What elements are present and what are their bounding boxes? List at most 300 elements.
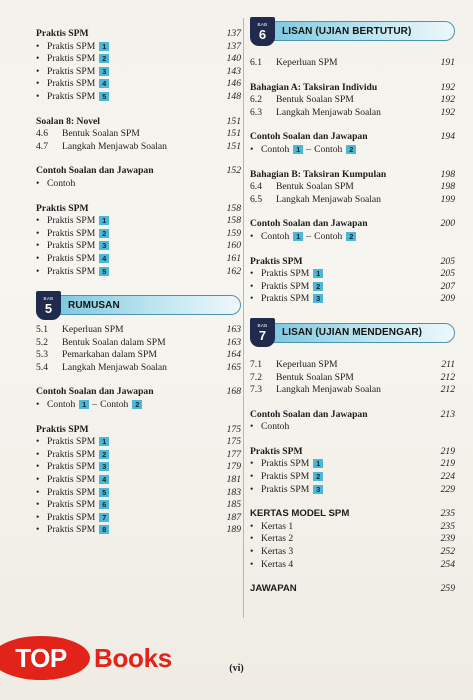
chapter-title[interactable]: LISAN (UJIAN MENDENGAR) bbox=[282, 327, 423, 339]
number-box: 5 bbox=[99, 488, 109, 497]
bullet: • bbox=[250, 520, 254, 532]
heading-page: 198 bbox=[440, 168, 455, 180]
entry-label: Praktis SPM bbox=[47, 227, 96, 239]
toc-entry[interactable] bbox=[250, 521, 455, 534]
section-number: 6.3 bbox=[250, 106, 262, 118]
heading-title: Bahagian A: Taksiran Individu bbox=[250, 81, 378, 93]
number-box: 3 bbox=[99, 241, 109, 250]
section-number: 7.1 bbox=[250, 358, 262, 370]
number-box: 3 bbox=[99, 67, 109, 76]
bullet: • bbox=[36, 524, 40, 536]
entry-label: Pemarkahan dalam SPM bbox=[62, 349, 157, 361]
toc-heading bbox=[250, 169, 455, 182]
toc-entry[interactable] bbox=[250, 231, 455, 244]
entry-label: Praktis SPM bbox=[47, 265, 96, 277]
toc-entry[interactable] bbox=[36, 53, 241, 66]
entry-label: Langkah Menjawab Soalan bbox=[62, 361, 167, 373]
toc-heading bbox=[250, 82, 455, 95]
heading-title: Contoh Soalan dan Jawapan bbox=[36, 165, 154, 177]
entry-label: Praktis SPM bbox=[47, 90, 96, 102]
entry-label: Praktis SPM bbox=[47, 474, 96, 486]
chapter-title[interactable]: LISAN (UJIAN BERTUTUR) bbox=[282, 25, 412, 37]
heading-title: Soalan 8: Novel bbox=[36, 115, 100, 127]
toc-heading bbox=[250, 256, 455, 269]
bullet: • bbox=[36, 177, 40, 189]
number-box: 6 bbox=[99, 500, 109, 509]
toc-entry[interactable] bbox=[250, 144, 455, 157]
entry-page: 209 bbox=[440, 293, 455, 305]
toc-entry[interactable] bbox=[36, 215, 241, 228]
number-box: 2 bbox=[99, 229, 109, 238]
entry-label: Kertas 3 bbox=[261, 546, 294, 558]
bullet: • bbox=[250, 421, 254, 433]
section-number: 5.4 bbox=[36, 361, 48, 373]
toc-entry[interactable] bbox=[36, 240, 241, 253]
entry-label: Contoh bbox=[314, 230, 343, 242]
toc-entry[interactable] bbox=[36, 524, 241, 537]
number-box: 4 bbox=[99, 79, 109, 88]
entry-page: 163 bbox=[226, 324, 241, 336]
entry-page: 151 bbox=[226, 140, 241, 152]
number-box: 3 bbox=[313, 294, 323, 303]
entry-label: Praktis SPM bbox=[261, 458, 310, 470]
heading-title: Contoh Soalan dan Jawapan bbox=[250, 218, 368, 230]
chapter-number: 5 bbox=[44, 300, 53, 316]
toc-heading bbox=[250, 446, 455, 459]
toc-entry[interactable] bbox=[250, 94, 455, 107]
praktis-list bbox=[250, 458, 455, 496]
entry-page: 185 bbox=[226, 499, 241, 511]
heading-page: 259 bbox=[440, 583, 455, 595]
toc-entry[interactable] bbox=[36, 499, 241, 512]
entry-page: 146 bbox=[226, 78, 241, 90]
entry-page: 235 bbox=[440, 520, 455, 532]
toc-entry[interactable] bbox=[250, 484, 455, 497]
number-box: 4 bbox=[99, 254, 109, 263]
logo-top-oval: TOP bbox=[0, 636, 90, 680]
range-dash: – bbox=[306, 230, 312, 242]
entry-page: 160 bbox=[226, 240, 241, 252]
entry-label: Praktis SPM bbox=[47, 53, 96, 65]
chapter-bar bbox=[271, 323, 455, 343]
number-box: 1 bbox=[99, 437, 109, 446]
bullet: • bbox=[250, 458, 254, 470]
bullet: • bbox=[36, 215, 40, 227]
entry-label: Bentuk Soalan SPM bbox=[276, 181, 354, 193]
entry-page: 229 bbox=[440, 483, 455, 495]
left-column bbox=[36, 28, 241, 537]
heading-title: Praktis SPM bbox=[36, 423, 89, 435]
entry-label: Praktis SPM bbox=[47, 461, 96, 473]
heading-page: 137 bbox=[226, 28, 241, 39]
number-box: 4 bbox=[99, 475, 109, 484]
bullet: • bbox=[36, 486, 40, 498]
page-number: (vi) bbox=[229, 663, 244, 674]
bullet: • bbox=[36, 240, 40, 252]
chapter-bar bbox=[57, 295, 241, 315]
chapter-banner-5 bbox=[36, 290, 241, 320]
toc-entry[interactable] bbox=[250, 281, 455, 294]
entry-page: 252 bbox=[440, 546, 455, 558]
heading-title: Praktis SPM bbox=[36, 202, 89, 214]
entry-page: 140 bbox=[226, 53, 241, 65]
number-box: 8 bbox=[99, 525, 109, 534]
entry-page: 254 bbox=[440, 558, 455, 570]
number-box: 7 bbox=[99, 513, 109, 522]
number-box: 5 bbox=[99, 267, 109, 276]
heading-title: Praktis SPM bbox=[36, 28, 89, 39]
bullet: • bbox=[250, 558, 254, 570]
right-column bbox=[250, 16, 455, 596]
bab-label: BAB bbox=[257, 323, 268, 329]
toc-heading bbox=[36, 386, 241, 399]
bullet: • bbox=[36, 227, 40, 239]
chapter-title[interactable]: RUMUSAN bbox=[68, 299, 120, 311]
toc-heading bbox=[36, 424, 241, 437]
toc-entry[interactable] bbox=[36, 399, 241, 412]
bullet: • bbox=[250, 293, 254, 305]
heading-title: Praktis SPM bbox=[250, 445, 303, 457]
section-list bbox=[250, 94, 455, 119]
entry-label: Kertas 2 bbox=[261, 533, 294, 545]
entry-label: Praktis SPM bbox=[47, 486, 96, 498]
heading-title: JAWAPAN bbox=[250, 583, 297, 595]
range-dash: – bbox=[306, 143, 312, 155]
bullet: • bbox=[36, 265, 40, 277]
number-box: 2 bbox=[313, 472, 323, 481]
toc-heading bbox=[250, 131, 455, 144]
bullet: • bbox=[250, 483, 254, 495]
section-number: 6.4 bbox=[250, 181, 262, 193]
section-number: 4.7 bbox=[36, 140, 48, 152]
entry-label: Langkah Menjawab Soalan bbox=[276, 193, 381, 205]
entry-page: 183 bbox=[226, 486, 241, 498]
topbooks-logo bbox=[0, 634, 172, 682]
entry-label: Contoh bbox=[100, 399, 129, 411]
number-box: 2 bbox=[313, 282, 323, 291]
praktis-list bbox=[36, 41, 241, 104]
section-number: 5.2 bbox=[36, 336, 48, 348]
toc-entry[interactable] bbox=[250, 268, 455, 281]
entry-page: 191 bbox=[440, 57, 455, 68]
toc-entry[interactable] bbox=[250, 559, 455, 572]
entry-page: 219 bbox=[440, 458, 455, 470]
number-box: 3 bbox=[99, 462, 109, 471]
section-number: 6.1 bbox=[250, 57, 262, 68]
entry-page: 189 bbox=[226, 524, 241, 536]
entry-label: Contoh bbox=[261, 143, 290, 155]
entry-page: 207 bbox=[440, 280, 455, 292]
entry-label: Praktis SPM bbox=[47, 215, 96, 227]
entry-page: 198 bbox=[440, 181, 455, 193]
number-box: 1 bbox=[99, 216, 109, 225]
toc-heading bbox=[250, 508, 455, 521]
toc-entry[interactable] bbox=[36, 78, 241, 91]
bullet: • bbox=[36, 461, 40, 473]
heading-title: Contoh Soalan dan Jawapan bbox=[250, 131, 368, 143]
toc-entry[interactable] bbox=[250, 384, 455, 397]
entry-label: Langkah Menjawab Soalan bbox=[276, 106, 381, 118]
section-number: 7.3 bbox=[250, 384, 262, 396]
toc-heading bbox=[250, 409, 455, 422]
entry-page: 161 bbox=[226, 252, 241, 264]
toc-entry[interactable] bbox=[250, 421, 455, 434]
section-list bbox=[36, 324, 241, 374]
number-box: 1 bbox=[293, 232, 303, 241]
entry-label: Langkah Menjawab Soalan bbox=[62, 140, 167, 152]
bullet: • bbox=[36, 399, 40, 411]
section-number: 5.3 bbox=[36, 349, 48, 361]
toc-entry[interactable] bbox=[36, 266, 241, 279]
bullet: • bbox=[36, 436, 40, 448]
heading-page: 158 bbox=[226, 202, 241, 214]
heading-title: KERTAS MODEL SPM bbox=[250, 508, 350, 520]
number-box: 1 bbox=[313, 459, 323, 468]
bab-label: BAB bbox=[257, 21, 268, 27]
entry-label: Contoh bbox=[47, 399, 76, 411]
section-number: 6.5 bbox=[250, 193, 262, 205]
heading-title: Contoh Soalan dan Jawapan bbox=[36, 386, 154, 398]
entry-label: Bentuk Soalan dalam SPM bbox=[62, 336, 166, 348]
chapter-number: 6 bbox=[258, 26, 267, 42]
entry-page: 137 bbox=[226, 40, 241, 52]
heading-page: 213 bbox=[440, 408, 455, 420]
toc-entry[interactable] bbox=[36, 128, 241, 141]
bullet: • bbox=[36, 53, 40, 65]
toc-entry[interactable] bbox=[36, 436, 241, 449]
bullet: • bbox=[36, 78, 40, 90]
entry-label: Praktis SPM bbox=[47, 65, 96, 77]
toc-heading bbox=[36, 116, 241, 129]
toc-entry[interactable] bbox=[36, 461, 241, 474]
toc-entry[interactable] bbox=[36, 474, 241, 487]
entry-page: 179 bbox=[226, 461, 241, 473]
toc-entry[interactable] bbox=[36, 324, 241, 337]
section-number: 7.2 bbox=[250, 371, 262, 383]
toc-entry[interactable] bbox=[36, 487, 241, 500]
toc-entry[interactable] bbox=[36, 253, 241, 266]
number-box: 3 bbox=[313, 485, 323, 494]
entry-page: 163 bbox=[226, 336, 241, 348]
entry-page: 181 bbox=[226, 474, 241, 486]
toc-heading bbox=[36, 165, 241, 178]
bullet: • bbox=[250, 533, 254, 545]
entry-label: Contoh bbox=[314, 143, 343, 155]
entry-label: Praktis SPM bbox=[47, 448, 96, 460]
number-box: 5 bbox=[99, 92, 109, 101]
entry-label: Praktis SPM bbox=[261, 471, 310, 483]
toc-entry[interactable] bbox=[250, 181, 455, 194]
entry-label: Contoh bbox=[261, 230, 290, 242]
bullet: • bbox=[36, 65, 40, 77]
chapter-badge bbox=[250, 17, 275, 46]
entry-label: Bentuk Soalan SPM bbox=[62, 128, 140, 140]
number-box: 2 bbox=[132, 400, 142, 409]
entry-page: 164 bbox=[226, 349, 241, 361]
entry-page: 211 bbox=[441, 358, 455, 370]
chapter-badge bbox=[250, 318, 275, 347]
kertas-list bbox=[250, 521, 455, 571]
toc-entry[interactable] bbox=[36, 141, 241, 154]
entry-label: Keperluan SPM bbox=[276, 358, 338, 370]
entry-label: Bentuk Soalan SPM bbox=[276, 371, 354, 383]
heading-page: 200 bbox=[440, 218, 455, 230]
entry-label: Bentuk Soalan SPM bbox=[276, 94, 354, 106]
entry-page: 192 bbox=[440, 94, 455, 106]
heading-page: 205 bbox=[440, 255, 455, 267]
number-box: 2 bbox=[99, 54, 109, 63]
entry-page: 212 bbox=[440, 384, 455, 396]
toc-heading bbox=[36, 28, 241, 41]
entry-label: Keperluan SPM bbox=[62, 324, 124, 336]
section-list bbox=[250, 57, 455, 70]
bab-label: BAB bbox=[43, 295, 54, 301]
logo-books-text: Books bbox=[94, 642, 172, 673]
number-box: 1 bbox=[79, 400, 89, 409]
toc-entry[interactable] bbox=[36, 41, 241, 54]
section-number: 6.2 bbox=[250, 94, 262, 106]
entry-label: Praktis SPM bbox=[47, 78, 96, 90]
toc-entry[interactable] bbox=[250, 107, 455, 120]
entry-page: 148 bbox=[226, 90, 241, 102]
heading-page: 151 bbox=[226, 115, 241, 127]
chapter-bar bbox=[271, 21, 455, 41]
entry-label: Contoh bbox=[47, 177, 76, 189]
toc-entry[interactable] bbox=[36, 512, 241, 525]
toc-heading bbox=[250, 218, 455, 231]
bullet: • bbox=[36, 474, 40, 486]
number-box: 1 bbox=[99, 42, 109, 51]
toc-entry[interactable] bbox=[250, 533, 455, 546]
bullet: • bbox=[250, 471, 254, 483]
chapter-badge bbox=[36, 291, 61, 320]
toc-entry[interactable] bbox=[250, 546, 455, 559]
toc-entry[interactable] bbox=[250, 293, 455, 306]
toc-entry[interactable] bbox=[36, 349, 241, 362]
section-number: 4.6 bbox=[36, 128, 48, 140]
bullet: • bbox=[36, 499, 40, 511]
entry-page: 151 bbox=[226, 128, 241, 140]
toc-entry[interactable] bbox=[250, 372, 455, 385]
entry-page: 165 bbox=[226, 361, 241, 373]
toc-entry[interactable] bbox=[250, 471, 455, 484]
entry-label: Praktis SPM bbox=[47, 499, 96, 511]
heading-title: Contoh Soalan dan Jawapan bbox=[250, 408, 368, 420]
section-number: 5.1 bbox=[36, 324, 48, 336]
bullet: • bbox=[36, 40, 40, 52]
entry-label: Kertas 1 bbox=[261, 520, 294, 532]
column-divider bbox=[243, 18, 244, 618]
entry-label: Langkah Menjawab Soalan bbox=[276, 384, 381, 396]
entry-label: Praktis SPM bbox=[47, 252, 96, 264]
entry-label: Praktis SPM bbox=[47, 40, 96, 52]
toc-entry[interactable] bbox=[36, 66, 241, 79]
number-box: 1 bbox=[293, 145, 303, 154]
bullet: • bbox=[250, 546, 254, 558]
bullet: • bbox=[36, 448, 40, 460]
heading-page: 219 bbox=[440, 445, 455, 457]
heading-page: 192 bbox=[440, 81, 455, 93]
entry-page: 239 bbox=[440, 533, 455, 545]
bullet: • bbox=[36, 511, 40, 523]
toc-heading bbox=[36, 203, 241, 216]
number-box: 2 bbox=[99, 450, 109, 459]
praktis-list bbox=[36, 436, 241, 537]
entry-label: Keperluan SPM bbox=[276, 57, 338, 68]
toc-entry[interactable] bbox=[250, 57, 455, 70]
entry-page: 212 bbox=[440, 371, 455, 383]
entry-page: 159 bbox=[226, 227, 241, 239]
praktis-list bbox=[36, 215, 241, 278]
entry-label: Praktis SPM bbox=[47, 436, 96, 448]
entry-page: 224 bbox=[440, 471, 455, 483]
entry-label: Praktis SPM bbox=[47, 240, 96, 252]
entry-label: Praktis SPM bbox=[261, 483, 310, 495]
chapter-banner-6 bbox=[250, 16, 455, 46]
toc-entry[interactable] bbox=[36, 362, 241, 375]
heading-page: 194 bbox=[440, 131, 455, 143]
praktis-list bbox=[250, 268, 455, 306]
bullet: • bbox=[250, 143, 254, 155]
entry-page: 175 bbox=[226, 436, 241, 448]
number-box: 1 bbox=[313, 269, 323, 278]
toc-entry[interactable] bbox=[36, 449, 241, 462]
entry-page: 187 bbox=[226, 511, 241, 523]
heading-title: Bahagian B: Taksiran Kumpulan bbox=[250, 168, 387, 180]
chapter-number: 7 bbox=[258, 328, 267, 344]
entry-label: Praktis SPM bbox=[261, 268, 310, 280]
entry-page: 192 bbox=[440, 106, 455, 118]
heading-page: 175 bbox=[226, 423, 241, 435]
entry-label: Kertas 4 bbox=[261, 558, 294, 570]
entry-page: 158 bbox=[226, 215, 241, 227]
bullet: • bbox=[250, 268, 254, 280]
bullet: • bbox=[250, 230, 254, 242]
heading-page: 168 bbox=[226, 386, 241, 398]
section-list bbox=[250, 181, 455, 206]
entry-label: Praktis SPM bbox=[261, 280, 310, 292]
entry-label: Contoh bbox=[261, 421, 290, 433]
section-list bbox=[36, 128, 241, 153]
chapter-banner-7 bbox=[250, 318, 455, 348]
entry-label: Praktis SPM bbox=[47, 511, 96, 523]
section-list bbox=[250, 359, 455, 397]
number-box: 2 bbox=[346, 145, 356, 154]
number-box: 2 bbox=[346, 232, 356, 241]
toc-heading bbox=[250, 583, 455, 596]
range-dash: – bbox=[92, 399, 98, 411]
entry-page: 162 bbox=[226, 265, 241, 277]
entry-label: Praktis SPM bbox=[261, 293, 310, 305]
toc-entry[interactable] bbox=[250, 359, 455, 372]
bullet: • bbox=[36, 252, 40, 264]
heading-page: 235 bbox=[440, 508, 455, 520]
heading-page: 152 bbox=[226, 165, 241, 177]
toc-entry[interactable] bbox=[250, 194, 455, 207]
entry-page: 143 bbox=[226, 65, 241, 77]
toc-entry[interactable] bbox=[36, 178, 241, 191]
toc-entry[interactable] bbox=[36, 91, 241, 104]
toc-entry[interactable] bbox=[36, 228, 241, 241]
bullet: • bbox=[250, 280, 254, 292]
entry-label: Praktis SPM bbox=[47, 524, 96, 536]
toc-entry[interactable] bbox=[250, 458, 455, 471]
toc-entry[interactable] bbox=[36, 337, 241, 350]
bullet: • bbox=[36, 90, 40, 102]
entry-page: 205 bbox=[440, 268, 455, 280]
entry-page: 199 bbox=[440, 193, 455, 205]
heading-title: Praktis SPM bbox=[250, 255, 303, 267]
